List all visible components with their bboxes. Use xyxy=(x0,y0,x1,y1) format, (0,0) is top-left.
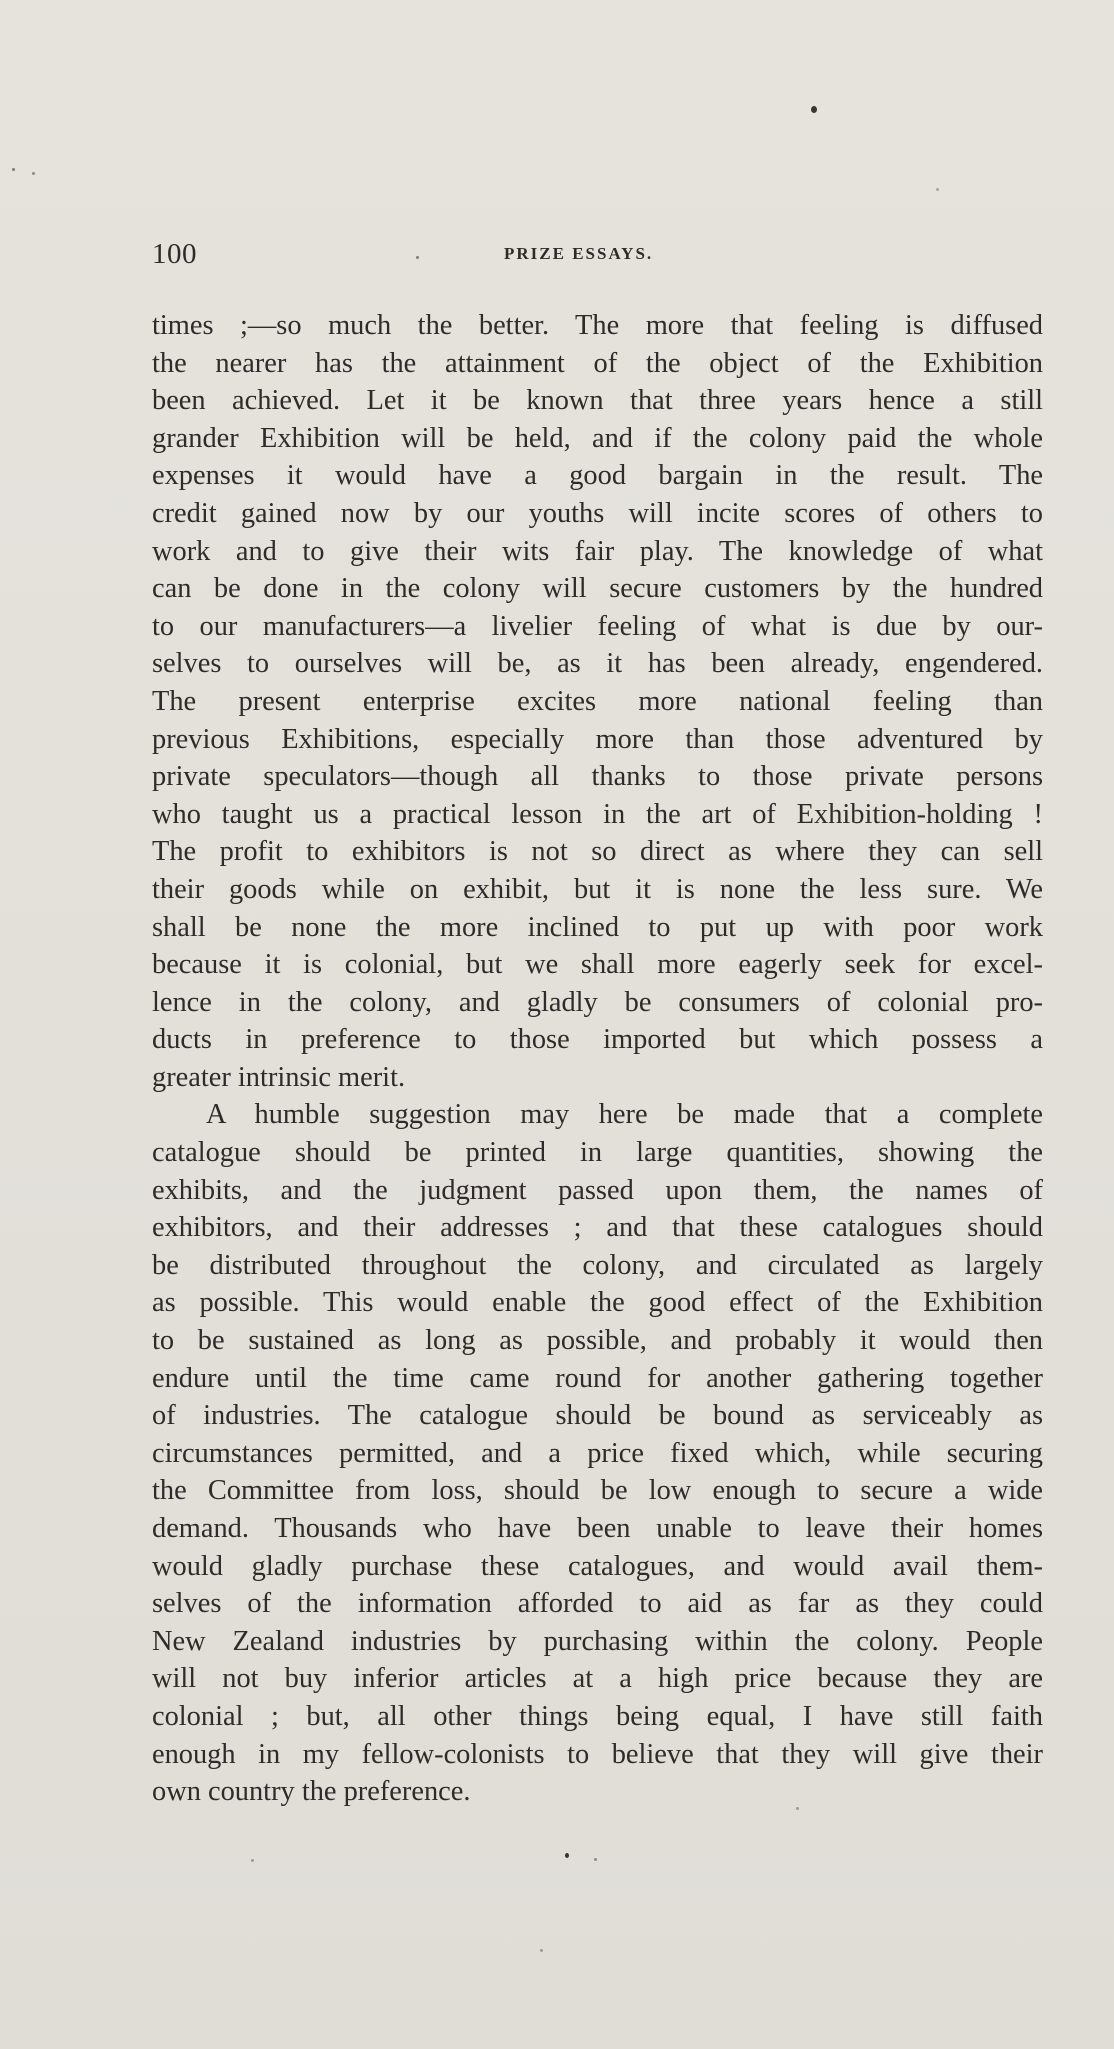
text-line: catalogue should be printed in large quantities, showing the xyxy=(152,1137,1043,1169)
paragraph-2 xyxy=(152,1096,1043,1810)
text-line: can be done in the colony will secure customers by the hundred xyxy=(152,573,1043,605)
text-line: circumstances permitted, and a price fixed which, while securing xyxy=(152,1437,1043,1469)
text-line: would gladly purchase these catalogues, and would avail them- xyxy=(152,1550,1043,1582)
paragraph-1 xyxy=(152,307,1043,1096)
text-line: endure until the time came round for another gathering together xyxy=(152,1362,1043,1394)
text-line: because it is colonial, but we shall more eagerly seek for excel- xyxy=(152,949,1043,981)
text-line: demand. Thousands who have been unable to leave their homes xyxy=(152,1513,1043,1544)
text-line: colonial ; but, all other things being equal, I have still faith xyxy=(152,1700,1043,1732)
text-line: as possible. This would enable the good effect of the Exhibition xyxy=(152,1287,1043,1319)
text-line: selves to ourselves will be, as it has been already, engendered. xyxy=(152,648,1043,680)
text-line: selves of the information afforded to aid as far as they could xyxy=(152,1588,1043,1620)
ink-speck xyxy=(32,172,35,175)
text-line: of industries. The catalogue should be bound as serviceably as xyxy=(152,1400,1043,1432)
text-line: enough in my fellow-colonists to believe that they will give their xyxy=(152,1738,1043,1770)
text-line: been achieved. Let it be known that three years hence a still xyxy=(152,385,1043,417)
text-line: The profit to exhibitors is not so direct as where they can sell xyxy=(152,836,1043,868)
ink-speck xyxy=(565,1853,569,1858)
ink-speck xyxy=(251,1859,254,1862)
text-line: to be sustained as long as possible, and probably it would then xyxy=(152,1325,1043,1357)
ink-speck xyxy=(936,188,939,191)
text-line: the nearer has the attainment of the object of the Exhibition xyxy=(152,347,1043,379)
text-line: New Zealand industries by purchasing within the colony. People xyxy=(152,1625,1043,1657)
text-line: ducts in preference to those imported but which possess a xyxy=(152,1024,1043,1056)
text-line: be distributed throughout the colony, and circulated as largely xyxy=(152,1249,1043,1281)
text-line: The present enterprise excites more national feeling than xyxy=(152,685,1043,717)
ink-speck xyxy=(594,1858,597,1861)
text-line: to our manufacturers—a livelier feeling of what is due by our- xyxy=(152,610,1043,642)
text-line: the Committee from loss, should be low enough to secure a wide xyxy=(152,1475,1043,1507)
text-line: times ;—so much the better. The more that feeling is diffused xyxy=(152,310,1043,341)
text-line: will not buy inferior articles at a high price because they are xyxy=(152,1663,1043,1695)
text-line: their goods while on exhibit, but it is none the less sure. We xyxy=(152,873,1043,905)
ink-speck xyxy=(12,168,15,171)
text-line: grander Exhibition will be held, and if the colony paid the whole xyxy=(152,422,1043,454)
text-line: who taught us a practical lesson in the art of Exhibition-holding ! xyxy=(152,798,1043,830)
text-line: work and to give their wits fair play. The knowledge of what xyxy=(152,535,1043,567)
text-line: credit gained now by our youths will incite scores of others to xyxy=(152,497,1043,529)
text-line: exhibitors, and their addresses ; and that these catalogues should xyxy=(152,1212,1043,1244)
text-line: previous Exhibitions, especially more than those adventured by xyxy=(152,723,1043,755)
page-header xyxy=(152,234,964,274)
text-line: private speculators—though all thanks to those private persons xyxy=(152,761,1043,793)
ink-speck xyxy=(540,1949,543,1952)
running-head: PRIZE ESSAYS. xyxy=(504,244,654,263)
text-line: expenses it would have a good bargain in the result. The xyxy=(152,460,1043,492)
text-line: exhibits, and the judgment passed upon them, the names of xyxy=(152,1174,1043,1206)
text-line: A humble suggestion may here be made that a complete xyxy=(206,1099,1043,1131)
page-number: 100 xyxy=(152,238,197,270)
ink-speck xyxy=(811,106,817,113)
body-text xyxy=(152,307,1043,1811)
text-line: own country the preference. xyxy=(152,1776,471,1808)
text-line: lence in the colony, and gladly be consumers of colonial pro- xyxy=(152,986,1043,1018)
text-line: shall be none the more inclined to put up with poor work xyxy=(152,911,1043,943)
text-line: greater intrinsic merit. xyxy=(152,1061,406,1093)
